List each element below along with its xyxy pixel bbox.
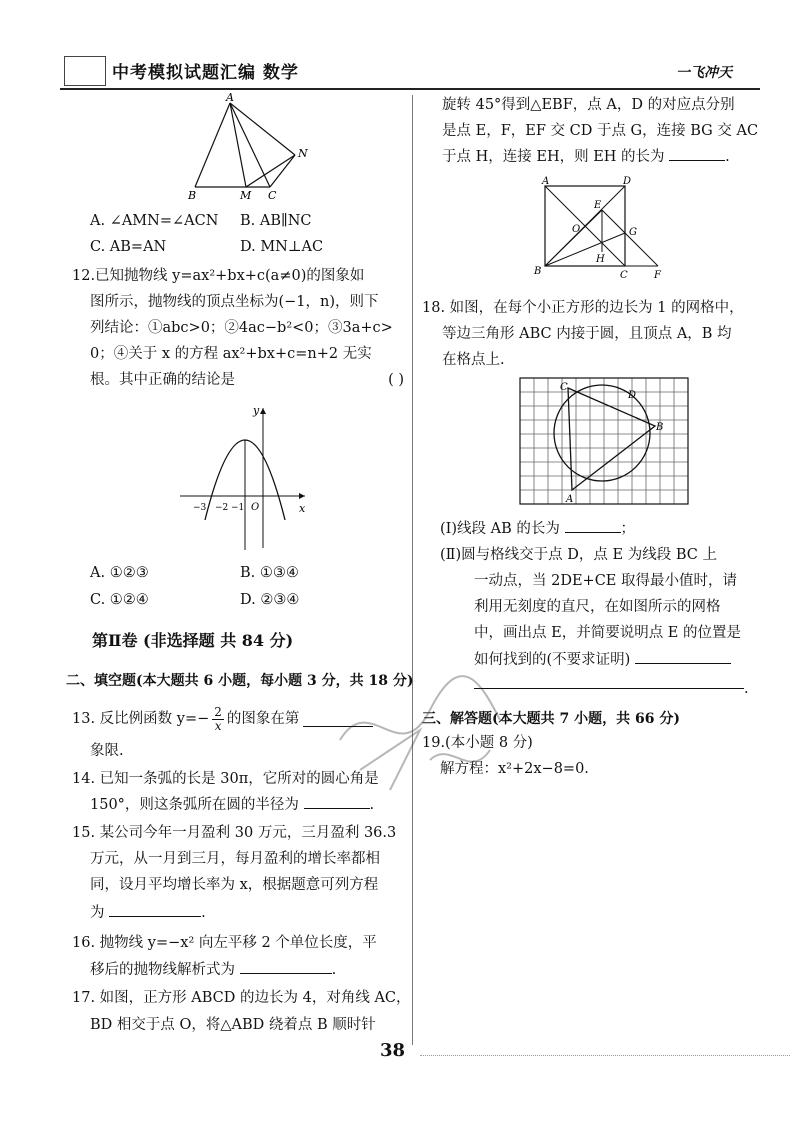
q17-square-figure [530,178,680,283]
q17-label-g: G [629,227,637,238]
q17-line-2: BD 相交于点 O，将△ABD 绕着点 B 顺时针 [90,1017,376,1033]
q18-part-1: (Ⅰ)线段 AB 的长为 [440,521,560,537]
q18-part2-line-4: 中，画出点 E，并简要说明点 E 的位置是 [474,625,741,641]
q17-answer-blank[interactable] [669,146,725,161]
q14-line-2: 150°，则这条弧所在圆的半径为 [90,797,299,813]
q17-line-1: 17. 如图，正方形 ABCD 的边长为 4，对角线 AC， [72,990,411,1006]
q11-label-b: B [188,189,197,202]
q12-origin-label: O [251,502,260,513]
q13-denominator: x [214,718,222,733]
q17-period: . [725,149,730,165]
fill-blank-section-title: 二、填空题(本大题共 6 小题，每小题 3 分，共 18 分) [66,673,414,689]
q11-option-b: B. AB∥NC [240,213,312,229]
q12-option-a: A. ①②③ [90,565,149,581]
q13-text-a: 13. 反比例函数 y=− [72,711,210,727]
header-title: 中考模拟试题汇编 数学 [112,63,299,83]
q18-label-c: C [560,382,568,393]
q11-label-m: M [240,189,252,202]
q11-figure [180,91,320,205]
scan-edge-noise [420,1055,790,1062]
q12-text [72,263,412,393]
q18-part2-line-3: 利用无刻度的直尺，在如图所示的网格 [474,599,721,615]
q18-label-b: B [656,422,664,433]
q16-line-1: 16. 抛物线 y=−x² 向左平移 2 个单位长度，平 [72,935,377,951]
q17-label-b: B [534,266,542,277]
q12-line-5: 根。其中正确的结论是 [90,372,235,388]
handwritten-scribble [330,650,510,800]
q12-answer-paren: ( ) [388,372,404,388]
q17-label-h: H [596,254,605,265]
q12-line-2: 图所示，抛物线的顶点坐标为(−1，n)，则下 [90,294,379,310]
q13-text-c: 象限. [90,743,124,759]
q17-label-e: E [594,200,602,211]
q12-option-d: D. ②③④ [240,592,300,608]
q18-part2-line-5: 如何找到的(不要求证明) [474,652,631,668]
q13-text-b: 的图象在第 [226,711,300,727]
q18-grid-figure [520,378,690,508]
q15-line-4: 为 [90,905,105,921]
q11-label-n: N [298,147,308,160]
q12-line-3: 列结论：①abc>0；②4ac−b²<0；③3a+c> [90,320,393,336]
q16-line-2: 移后的抛物线解析式为 [90,962,235,978]
header-brand: 一飞冲天 [676,65,732,81]
q18-part2-answer-blank-1[interactable] [635,649,731,664]
page-number: 38 [380,1040,406,1061]
q12-tick-m1: −1 [231,503,245,513]
q11-option-c: C. AB=AN [90,239,167,255]
q16-answer-blank[interactable] [240,959,332,974]
q18-line-1: 18. 如图，在每个小正方形的边长为 1 的网格中， [422,300,744,316]
q12-option-b: B. ①③④ [240,565,299,581]
q18-part2-period: . [744,681,749,697]
q13-line [72,704,373,734]
q11-option-d: D. MN⊥AC [240,239,324,255]
q18-part2-line-2: 一动点，当 2DE+CE 取得最小值时，请 [474,573,737,589]
q11-label-c: C [268,189,277,202]
q17-cont-line-2: 是点 E，F，EF 交 CD 于点 G，连接 BG 交 AC [442,123,759,139]
q11-label-a: A [226,91,234,104]
q12-line-4: 0；④关于 x 的方程 ax²+bx+c=n+2 无实 [90,346,372,362]
q11-option-a: A. ∠AMN=∠ACN [90,213,219,229]
q17-label-a: A [542,176,550,187]
q15-line-3: 同，设月平均增长率为 x，根据题意可列方程 [90,877,379,893]
q16-period: . [331,962,337,978]
q19-equation: 解方程：x²+2x−8=0. [440,761,589,777]
q18-label-d: D [628,390,637,401]
q13-fraction [212,706,224,733]
part-two-title: 第Ⅱ卷 (非选择题 共 84 分) [92,631,294,650]
q12-y-label: y [253,404,260,417]
q17-cont-line-3: 于点 H，连接 EH，则 EH 的长为 [442,149,665,165]
column-divider [412,95,413,1045]
q12-tick-m2: −2 [215,503,229,513]
q18-line-3: 在格点上. [442,352,505,368]
q18-line-2: 等边三角形 ABC 内接于圆，且顶点 A，B 均 [442,326,732,342]
q18-part1-answer-blank[interactable] [565,518,621,533]
q12-x-label: x [299,502,306,515]
q12-parabola-figure [175,400,325,550]
q19-header: 19.(本小题 8 分) [422,735,533,751]
header-rule [60,88,760,90]
q18-part1-semicolon: ； [620,521,635,537]
q17-label-f: F [654,270,661,281]
q14-line-1: 14. 已知一条弧的长是 30π，它所对的圆心角是 [72,771,379,787]
q12-option-c: C. ①②④ [90,592,149,608]
q12-line-1: 12.已知抛物线 y=ax²+bx+c(a≠0)的图象如 [72,268,365,284]
q15-line-2: 万元，从一月到三月，每月盈利的增长率都相 [90,851,380,867]
q18-part2-answer-blank-2[interactable] [474,688,744,689]
q15-answer-blank[interactable] [109,902,201,917]
q17-cont-line-1: 旋转 45°得到△EBF，点 A，D 的对应点分别 [442,97,735,113]
publisher-logo [64,56,106,86]
q17-label-o: O [572,224,581,235]
q15-line-1: 15. 某公司今年一月盈利 30 万元，三月盈利 36.3 [72,825,397,841]
q13-numerator: 2 [214,704,222,719]
q17-label-d: D [623,176,632,187]
solve-section-title: 三、解答题(本大题共 7 小题，共 66 分) [422,711,680,727]
q14-period: . [369,797,375,813]
q12-tick-m3: −3 [193,503,207,513]
q18-part2-line-1: (Ⅱ)圆与格线交于点 D，点 E 为线段 BC 上 [440,547,717,563]
q15-period: . [201,905,206,921]
q18-label-a: A [566,494,574,505]
q17-label-c: C [620,270,628,281]
